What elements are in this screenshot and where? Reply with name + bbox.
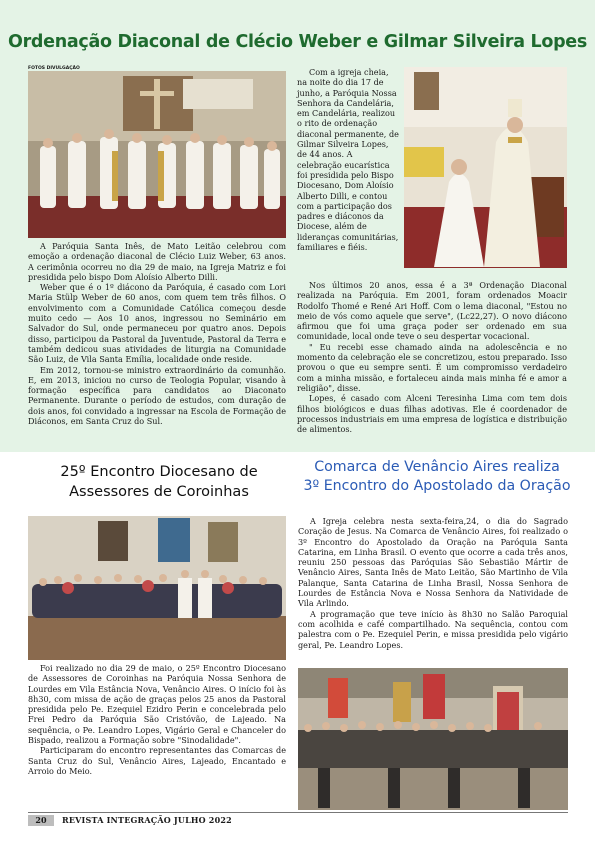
paragraph: Weber que é o 1º diácono da Paróquia, é casado com Lori Maria Stülp Weber de 60 anos, com quem tem três filhos. O envolvimento com a Comunidade Católica começou desde muito cedo — Aos 10 anos, ingressou no Seminário em Salvador do Sul, onde permaneceu por quatro anos. Depois disso, participou da Pastoral da Juventude, Pastoral da Terra e também dedicou suas atividades de liturgia na Comunidade São Luiz, de Vila Santa Emília, localidade onde reside. [28, 282, 286, 365]
photo-credit: FOTOS DIVULGAÇÃO [28, 66, 80, 71]
footer-rule [28, 812, 568, 814]
apostolado-text [298, 516, 568, 650]
apostolado-title-line: Comarca de Venâncio Aires realiza [314, 459, 560, 475]
paragraph: Nos últimos 20 anos, essa é a 3ª Ordenação Diaconal realizada na Paróquia. Em 2001, foram ordenados Moacir Rodolfo Thomé e René Ari Hoff. Com o lema diaconal, "Estou no meio de vós como aquele que serve", (Lc22,27). O novo diácono afirmou que foi uma graça poder ser ordenado em sua comunidade, local onde teve o seu despertar vocacional. [297, 280, 567, 342]
page-number: 20 [28, 815, 54, 826]
paragraph: Lopes, é casado com Alceni Teresinha Lima com tem dois filhos biológicos e duas filhas adotivas. Ele é coordenador de processos industriais em uma empresa de logística e distribuição de alimentos. [297, 393, 567, 435]
apostolado-title [298, 458, 576, 496]
coroinhas-group-photo [28, 516, 286, 660]
coroinhas-title [28, 462, 290, 502]
bishop-ordination-photo [404, 67, 567, 268]
coroinhas-title-line: Assessores de Coroinhas [69, 484, 249, 500]
publication-name: REVISTA INTEGRAÇÃO JULHO 2022 [62, 815, 232, 825]
paragraph: Em 2012, tornou-se ministro extraordinário da comunhão. E, em 2013, iniciou no curso de Teologia Popular, visando à formação específica para candidatos ao Diaconato Permanente. Durante o período de estudos, com duração de dois anos, foi convidado a ingressar na Escola de Formação de Diáconos, em Santa Cruz do Sul. [28, 364, 286, 427]
paragraph: " Eu recebi esse chamado ainda na adolescência e no momento da celebração ele se concretizou, estou preparado. Isso provou o que eu sempre senti. É um compromisso verdadeiro com a minha missão, e fortaleceu ainda mais minha fé e amor a religião", disse. [297, 341, 567, 393]
ordination-group-photo [28, 71, 286, 238]
paragraph: A programação que teve início às 8h30 no Salão Paroquial com acolhida e café compartilhado. Na sequência, contou com palestra com o Pe. Ezequiel Perin, e missa presidida pelo vigário geral, Pe. Leandro Lopes. [298, 608, 568, 650]
coroinhas-title-line: 25º Encontro Diocesano de [60, 464, 258, 480]
paragraph: Participaram do encontro representantes das Comarcas de Santa Cruz do Sul, Venâncio Aires, Lajeado, Encantado e Arroio do Meio. [28, 745, 286, 776]
paragraph: Foi realizado no dia 29 de maio, o 25º Encontro Diocesano de Assessores de Coroinhas na Paróquia Nossa Senhora de Lourdes em Vila Estância Nova, Venâncio Aires. O início foi às 8h30, com missa de ação de graças pelos 25 anos da Pastoral presidida pelo Pe. Ezequiel Ezidro Perin e concelebrada pelo Frei Pedro da Paróquia São Cristóvão, de Lajeado. Na sequência, o Pe. Leandro Lopes, Vigário Geral e Chanceler do Bispado, realizou a Formação sobre "Sinodalidade". [28, 663, 286, 746]
ordination-left-column [28, 241, 286, 426]
main-headline: Ordenação Diaconal de Clécio Weber e Gilmar Silveira Lopes [8, 32, 587, 52]
paragraph: A Paróquia Santa Inês, de Mato Leitão celebrou com emoção a ordenação diaconal de Clécio Luiz Weber, 63 anos. A cerimônia ocorreu no dia 29 de maio, na Igreja Matriz e foi presidida pelo bispo Dom Aloísio Alberto Dilli. [28, 241, 286, 282]
apostolado-title-line: 3º Encontro do Apostolado da Oração [303, 478, 571, 494]
coroinhas-text [28, 663, 286, 776]
ordination-right-intro [297, 67, 399, 252]
ordination-right-column [297, 280, 567, 434]
paragraph: Com a igreja cheia, na noite do dia 17 de junho, a Paróquia Nossa Senhora da Candelária, em Candelária, realizou o rito de ordenação diaconal permanente, de Gilmar Silveira Lopes, de 44 anos. A celebração eucarística foi presidida pelo Bispo Diocesano, Dom Aloísio Alberto Dilli, e contou com a participação dos padres e diáconos da Diocese, além de lideranças comunitárias, familiares e fiéis. [297, 67, 399, 253]
paragraph: A Igreja celebra nesta sexta-feira,24, o dia do Sagrado Coração de Jesus. Na Comarca de Venâncio Aires, foi realizado o 3º Encontro do Apostolado da Oração na Paróquia Santa Catarina, em Linha Brasil. O evento que ocorre a cada três anos, reuniu 250 pessoas das Paróquias São Sebastião Mártir de Venâncio Aires, Santa Inês de Mato Leitão, São Martinho de Vila Palanque, Santa Catarina de Linha Brasil, Nossa Senhora de Lourdes de Estância Nova e Nossa Senhora da Natividade de Vila Arlindo. [298, 516, 568, 609]
apostolado-hall-photo [298, 668, 568, 810]
